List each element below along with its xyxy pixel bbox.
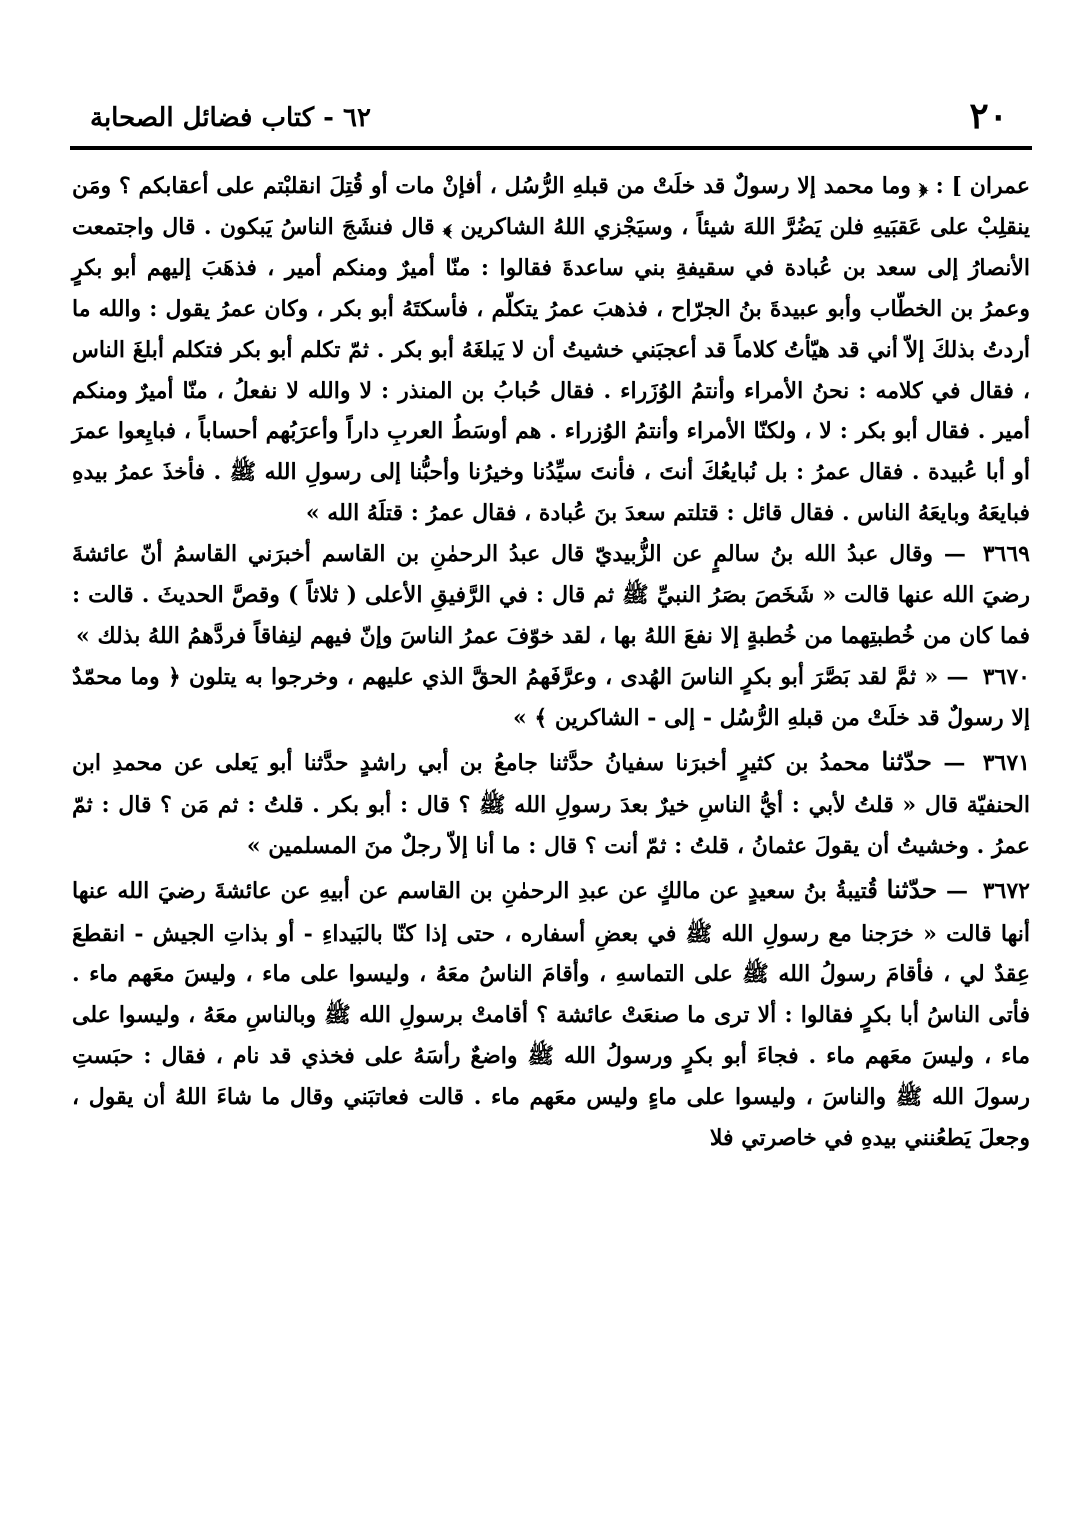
haddathana-word: حدّثنا xyxy=(886,875,938,904)
chapter-title: ٦٢ - كتاب فضائل الصحابة xyxy=(90,103,371,133)
hadith-number: ٣٦٧١ xyxy=(982,749,1030,776)
header-rule xyxy=(70,146,1032,150)
paragraph-text: قُتيبةُ بنُ سعيدٍ عن مالكٍ عن عبدِ الرحمٰنِ بن القاسم عن أبيهِ عن عائشةَ رضيَ الله عنها أنها قالت « خرَجنا مع رسولِ الله ﷺ في بعضِ أسفاره ، حتى إذا كنّا بالبَيداءِ - أو بذاتِ الجيش - انقطعَ عِقدٌ لي ، فأقامَ رسولُ الله ﷺ على التماسهِ ، وأقامَ الناسُ معَهُ ، وليسوا على ماء ، وليسَ معَهم ماء . فأتى الناسُ أبا بكرٍ فقالوا : ألا ترى ما صنعَتْ عائشة ؟ أقامتْ برسولِ الله ﷺ وبالناسِ معَهُ ، وليسوا على ماء ، وليسَ معَهم ماء . فجاءَ أبو بكرٍ ورسولُ الله ﷺ واضعٌ رأسَهُ على فخذي قد نام ، فقال : حبَستِ رسولَ الله ﷺ والناسَ ، وليسوا على ماءٍ وليس معَهم ماء . قالت فعاتبَني وقال ما شاءَ اللهُ أن يقول ، وجعلَ يَطعُنني بيدهِ في خاصرتي فلا xyxy=(72,878,1030,1152)
hadith-number: ٣٦٧٠ xyxy=(982,663,1030,690)
body-text xyxy=(72,166,1030,1159)
hadith-paragraph: ٣٦٧٢ — حدّثنا قُتيبةُ بنُ سعيدٍ عن مالكٍ عن عبدِ الرحمٰنِ بن القاسم عن أبيهِ عن عائشةَ رضيَ الله عنها أنها قالت « خرَجنا مع رسولِ الله ﷺ في بعضِ أسفاره ، حتى إذا كنّا بالبَيداءِ - أو بذاتِ الجيش - انقطعَ عِقدٌ لي ، فأقامَ رسولُ الله ﷺ على التماسهِ ، وأقامَ الناسُ معَهُ ، وليسوا على ماء ، وليسَ معَهم ماء . فأتى الناسُ أبا بكرٍ فقالوا : ألا ترى ما صنعَتْ عائشة ؟ أقامتْ برسولِ الله ﷺ وبالناسِ معَهُ ، وليسوا على ماء ، وليسَ معَهم ماء . فجاءَ أبو بكرٍ ورسولُ الله ﷺ واضعٌ رأسَهُ على فخذي قد نام ، فقال : حبَستِ رسولَ الله ﷺ والناسَ ، وليسوا على ماءٍ وليس معَهم ماء . قالت فعاتبَني وقال ما شاءَ اللهُ أن يقول ، وجعلَ يَطعُنني بيدهِ في خاصرتي فلا xyxy=(72,875,1030,1152)
hadith-number: ٣٦٧٢ xyxy=(982,878,1030,904)
paragraph-text: محمدُ بن كثيرٍ أخبرَنا سفيانُ حدَّثنا جامعُ بن أبي راشدٍ حدَّثنا أبو يَعلى عن محمدِ ابن الحنفيّة قال « قلتُ لأبي : أيُّ الناسِ خيرٌ بعدَ رسولِ الله ﷺ ؟ قال : أبو بكر . قلتُ : ثم مَن ؟ قال : ثمّ عمرُ . وخشيتُ أن يقولَ عثمانُ ، قلتُ : ثمّ أنت ؟ قال : ما أنا إلاّ رجلٌ منَ المسلمين » xyxy=(72,749,1030,860)
hadith-paragraph: ٣٦٧١ — حدّثنا محمدُ بن كثيرٍ أخبرَنا سفيانُ حدَّثنا جامعُ بن أبي راشدٍ حدَّثنا أبو يَعلى عن محمدِ ابن الحنفيّة قال « قلتُ لأبي : أيُّ الناسِ خيرٌ بعدَ رسولِ الله ﷺ ؟ قال : أبو بكر . قلتُ : ثم مَن ؟ قال : ثمّ عمرُ . وخشيتُ أن يقولَ عثمانُ ، قلتُ : ثمّ أنت ؟ قال : ما أنا إلاّ رجلٌ منَ المسلمين » xyxy=(72,746,1030,860)
hadith-number: ٣٦٦٩ xyxy=(982,541,1030,568)
paragraph-text: عمران ] : ﴿ وما محمد إلا رسولٌ قد خلَتْ من قبلهِ الرُّسُل ، أفإنْ مات أو قُتِلَ انقلبْتم على أعقابكم ؟ ومَن ينقلِبْ على عَقبَيهِ فلن يَضُرَّ اللهَ شيئاً ، وسيَجْزي اللهُ الشاكرين ﴾ قال فنشَجَ الناسُ يَبكون . قال واجتمعت الأنصارُ إلى سعد بن عُبادة في سقيفةِ بني ساعدةَ فقالوا : منّا أميرٌ ومنكم أمير ، فذهَبَ إليهم أبو بكرٍ وعمرُ بن الخطّاب وأبو عبيدةَ بنُ الجرّاح ، فذهبَ عمرُ يتكلّم ، فأسكتَهُ أبو بكر ، وكان عمرُ يقول : والله ما أردتُ بذلكَ إلاّ أني قد هيّأتُ كلاماً قد أعجبَني خشيتُ أن لا يَبلغَهُ أبو بكر . ثمّ تكلم أبو بكر فتكلم أبلغَ الناس ، فقال في كلامه : نحنُ الأمراء وأنتمُ الوُزَراء . فقال حُبابُ بن المنذر : لا والله لا نفعلُ ، منّا أميرٌ ومنكم أمير . فقال أبو بكر : لا ، ولكنّا الأمراء وأنتمُ الوُزراء . هم أوسَطُ العربِ داراً وأعرَبُهم أحساباً ، فبايِعوا عمرَ أو أبا عُبيدة . فقال عمرُ : بل نُبايعُكَ أنتَ ، فأنتَ سيِّدُنا وخيرُنا وأحبُّنا إلى رسولِ الله ﷺ . فأخذَ عمرُ بيدهِ فبايعَهُ وبايعَهُ الناس . فقال قائل : قتلتم سعدَ بنَ عُبادة ، فقال عمرُ : قتلَهُ الله » xyxy=(72,173,1030,527)
paragraph-text: وقال عبدُ الله بنُ سالمٍ عن الزُّبيديّ قال عبدُ الرحمٰنِ بن القاسم أخبرَني القاسمُ أنّ عائشةَ رضيَ الله عنها قالت « شَخَصَ بصَرُ النبيِّ ﷺ ثم قال : في الرَّفيقِ الأعلى ( ثلاثاً ) وقصَّ الحديثَ . قالت : فما كان من خُطبتِهما من خُطبةٍ إلا نفعَ اللهُ بها ، لقد خوّفَ عمرُ الناسَ وإنّ فيهم لنِفاقاً فردَّهمُ اللهُ بذلك » xyxy=(72,541,1030,649)
paragraph-text: « ثمَّ لقد بَصَّرَ أبو بكرٍ الناسَ الهُدى ، وعرَّفَهمُ الحقَّ الذي عليهم ، وخرجوا به يتلون ﴿ وما محمّدٌ إلا رسولٌ قد خلَتْ من قبلهِ الرُّسُل - إلى - الشاكرين ﴾ » xyxy=(72,663,1030,731)
page-number: ٢٠ xyxy=(969,95,1008,137)
hadith-paragraph: ٣٦٦٩ — وقال عبدُ الله بنُ سالمٍ عن الزُّبيديّ قال عبدُ الرحمٰنِ بن القاسم أخبرَني القاسمُ أنّ عائشةَ رضيَ الله عنها قالت « شَخَصَ بصَرُ النبيِّ ﷺ ثم قال : في الرَّفيقِ الأعلى ( ثلاثاً ) وقصَّ الحديثَ . قالت : فما كان من خُطبتِهما من خُطبةٍ إلا نفعَ اللهُ بها ، لقد خوّفَ عمرُ الناسَ وإنّ فيهم لنِفاقاً فردَّهمُ اللهُ بذلك » xyxy=(72,541,1030,649)
page-header xyxy=(70,88,1032,144)
paragraph xyxy=(72,166,1030,534)
hadith-paragraph: ٣٦٧٠ — « ثمَّ لقد بَصَّرَ أبو بكرٍ الناسَ الهُدى ، وعرَّفَهمُ الحقَّ الذي عليهم ، وخرجوا به يتلون ﴿ وما محمّدٌ إلا رسولٌ قد خلَتْ من قبلهِ الرُّسُل - إلى - الشاكرين ﴾ » xyxy=(72,663,1030,731)
haddathana-word: حدّثنا xyxy=(881,746,933,776)
